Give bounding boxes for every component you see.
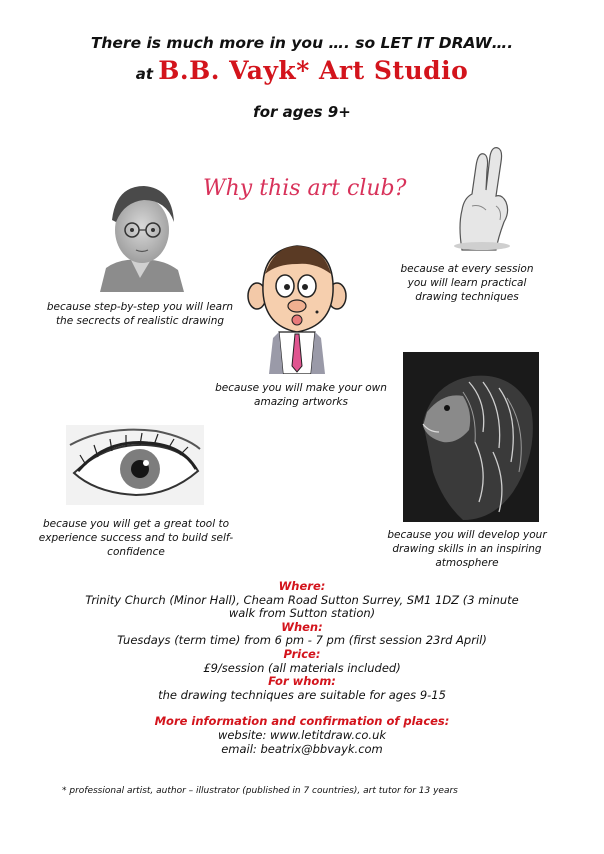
lion-drawing-image [403,352,539,522]
studio-line [0,56,604,85]
whom-text: the drawing techniques are suitable for ages 9-15 [158,687,446,702]
where-label: Where: [278,579,326,593]
price-label: Price: [283,646,321,661]
hand-drawing-image [440,146,524,256]
when-text: Tuesdays (term time) from 6 pm - 7 pm (first session 23rd April) [117,633,487,648]
more-info-label: More information and confirmation of places: [154,714,450,729]
why-title: Why this art club? [203,176,407,201]
boy-portrait-image [90,178,192,292]
footnote: * professional artist, author – illustrator (published in 7 countries), art tutor for 13 years [62,786,458,796]
caption-own-artworks: because you will make your own amazing artworks [215,382,387,408]
caption-practical-techniques: because at every session you will learn practical drawing techniques [400,263,534,303]
info-section [40,580,564,756]
email-link[interactable]: email: beatrix@bbvayk.com [221,741,383,756]
caption-self-confidence: because you will get a great tool to experience success and to build self-confidence [38,518,234,558]
whom-label: For whom: [268,674,336,689]
price-text: £9/session (all materials included) [203,660,401,675]
cartoon-character-image [245,240,349,374]
website-link[interactable]: website: www.letitdraw.co.uk [217,727,387,742]
headline: There is much more in you …. so LET IT DRAW…. [90,34,514,52]
studio-name: B.B. Vayk* Art Studio [158,56,469,85]
studio-prefix: at [135,65,153,83]
age-line: for ages 9+ [253,103,351,121]
caption-inspiring-atmosphere: because you will develop your drawing skills in an inspiring atmosphere [387,529,547,569]
caption-realistic-drawing: because step-by-step you will learn the secrects of realistic drawing [46,301,234,327]
eye-drawing-image [66,425,204,505]
where-text: Trinity Church (Minor Hall), Cheam Road Sutton Surrey, SM1 1DZ (3 minute walk from Sutton station) [85,592,519,621]
when-label: When: [281,619,323,634]
